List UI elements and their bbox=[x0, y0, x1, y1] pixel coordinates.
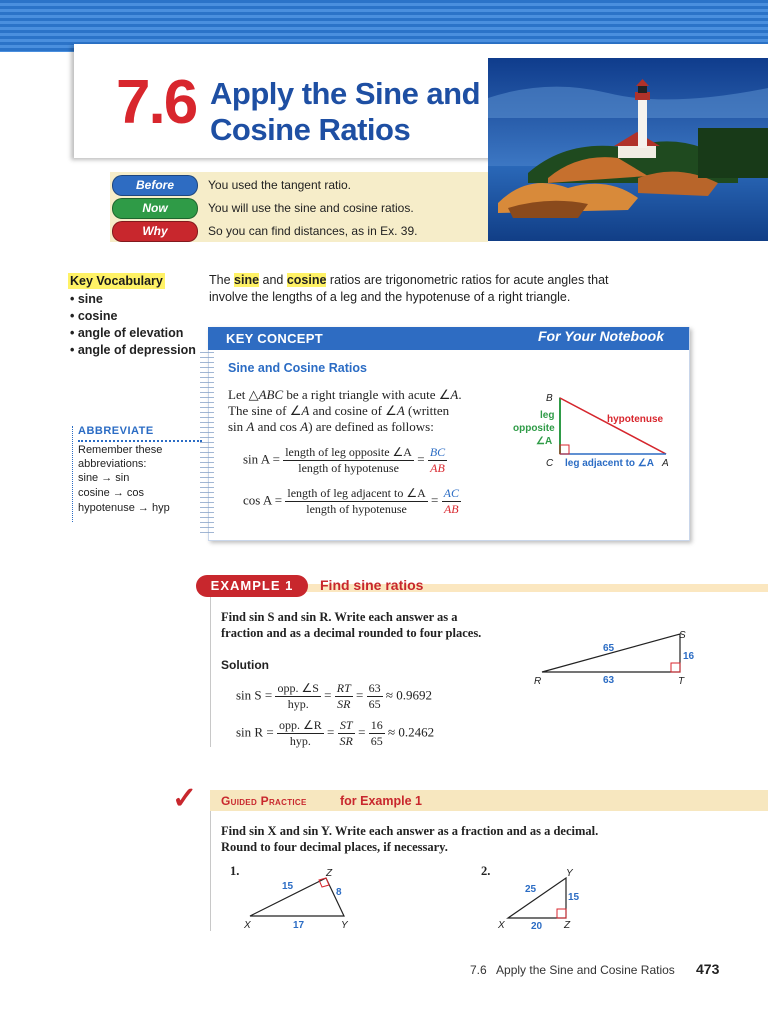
side-st-label: 16 bbox=[683, 651, 695, 662]
guided-prompt-line1: Find sin X and sin Y. Write each answer as a fraction and as a decimal. bbox=[221, 824, 599, 838]
now-text: You will use the sine and cosine ratios. bbox=[208, 201, 414, 215]
vertex-s-label: S bbox=[679, 630, 686, 641]
vocab-highlight-sine: sine bbox=[234, 273, 260, 287]
cosine-definition: cos A = $\frac{\text{length of leg adjacent to ∠A}}{\text{length of hypotenuse}}$ = $\frac{AC}{AB}$ bbox=[243, 486, 459, 516]
vertex-y-label: Y bbox=[341, 920, 348, 931]
leg-label: leg bbox=[540, 410, 555, 421]
solution-heading: Solution bbox=[221, 658, 269, 672]
example-prompt-line2: fraction and as a decimal rounded to four places. bbox=[221, 626, 482, 640]
triangle-xyz-problem-2 bbox=[494, 866, 584, 932]
sin-r-equation: sin R = $\frac{\text{opp. ∠R}}{\text{hyp.}}$ = $\frac{ST}{SR}$ = $\frac{16}{65}$ ≈ 0.2462 bbox=[236, 718, 435, 748]
triangle-rst-diagram bbox=[530, 628, 700, 690]
side-rt-label: 63 bbox=[603, 675, 615, 686]
key-vocabulary-heading: Key Vocabulary bbox=[70, 274, 163, 288]
abbreviate-line: abbreviations: bbox=[78, 458, 147, 470]
key-concept-text-line3: sin A and cos A) are defined as follows: bbox=[228, 419, 434, 434]
key-concept-text-line1: Let △ABC be a right triangle with acute ∠A. bbox=[228, 387, 462, 402]
side-xy-label: 17 bbox=[293, 920, 305, 931]
before-label: Before bbox=[112, 175, 198, 196]
guided-practice-for: for Example 1 bbox=[340, 794, 422, 808]
right-triangle-abc-diagram bbox=[500, 388, 680, 474]
guided-prompt-line2: Round to four decimal places, if necessary. bbox=[221, 840, 448, 854]
abbreviate-line: hypotenuse → hyp bbox=[78, 502, 170, 514]
intro-line1: The sine and cosine ratios are trigonometric ratios for acute angles that bbox=[209, 273, 609, 287]
example-badge: EXAMPLE 1 bbox=[196, 575, 308, 597]
abbreviate-heading: ABBREVIATE bbox=[78, 425, 154, 437]
vertex-x-label: X bbox=[498, 920, 505, 931]
abbreviate-line: sine → sin bbox=[78, 472, 130, 484]
why-text: So you can find distances, as in Ex. 39. bbox=[208, 224, 418, 238]
vertex-a-label: A bbox=[662, 458, 669, 469]
vocab-item: • angle of depression bbox=[70, 343, 196, 357]
key-concept-subtitle: Sine and Cosine Ratios bbox=[228, 361, 367, 375]
intro-line2: involve the lengths of a leg and the hypotenuse of a right triangle. bbox=[209, 290, 571, 304]
hypotenuse-label: hypotenuse bbox=[607, 414, 664, 425]
page-number: 473 bbox=[696, 961, 720, 977]
sine-definition: sin A = $\frac{\text{length of leg opposite ∠A}}{\text{length of hypotenuse}}$ = $\frac{BC}{AB}$ bbox=[243, 445, 446, 475]
example-title: Find sine ratios bbox=[320, 577, 424, 593]
sin-s-equation: sin S = $\frac{\text{opp. ∠S}}{\text{hyp.}}$ = $\frac{RT}{SR}$ = $\frac{63}{65}$ ≈ 0.9692 bbox=[236, 681, 433, 711]
angle-a-label: ∠A bbox=[536, 436, 553, 447]
key-concept-title: KEY CONCEPT bbox=[226, 331, 323, 346]
side-xz-label: 20 bbox=[531, 921, 543, 932]
footer-section-title: 7.6 Apply the Sine and Cosine Ratios bbox=[470, 963, 675, 977]
problem-1-number: 1. bbox=[230, 864, 240, 878]
triangle-xyz-problem-1 bbox=[240, 866, 360, 932]
before-text: You used the tangent ratio. bbox=[208, 178, 352, 192]
vertex-z-label: Z bbox=[326, 868, 333, 879]
side-yz-label: 15 bbox=[568, 892, 580, 903]
for-your-notebook: For Your Notebook bbox=[538, 328, 664, 344]
now-label: Now bbox=[112, 198, 198, 219]
vertex-x-label: X bbox=[244, 920, 251, 931]
vertex-r-label: R bbox=[534, 676, 542, 687]
abbreviate-divider bbox=[78, 440, 202, 442]
page-title-line2: Cosine Ratios bbox=[210, 112, 411, 147]
opposite-label: opposite bbox=[513, 423, 555, 434]
adjacent-label: leg adjacent to ∠A bbox=[565, 458, 654, 469]
vocab-highlight-cosine: cosine bbox=[286, 273, 327, 287]
abbreviate-line: cosine → cos bbox=[78, 487, 145, 499]
vocab-item: • angle of elevation bbox=[70, 326, 184, 340]
vocab-item: • sine bbox=[70, 292, 103, 306]
page-title-line1: Apply the Sine and bbox=[210, 76, 481, 111]
vertex-z-label: Z bbox=[564, 920, 571, 931]
side-sr-label: 65 bbox=[603, 643, 615, 654]
vertex-y-label: Y bbox=[566, 868, 573, 879]
example-rule bbox=[210, 597, 212, 747]
guided-practice-rule bbox=[210, 811, 212, 931]
key-concept-text-line2: The sine of ∠A and cosine of ∠A (written bbox=[228, 403, 450, 418]
notebook-spiral bbox=[200, 352, 214, 534]
checkmark-icon: ✓ bbox=[172, 782, 198, 815]
section-number: 7.6 bbox=[116, 68, 197, 137]
example-prompt-line1: Find sin S and sin R. Write each answer as a bbox=[221, 610, 458, 624]
guided-practice-title: Guided Practice bbox=[221, 794, 307, 808]
side-zy-label: 8 bbox=[336, 887, 342, 898]
vertex-t-label: T bbox=[678, 676, 685, 687]
vocab-item: • cosine bbox=[70, 309, 118, 323]
abbreviate-rule bbox=[72, 426, 74, 522]
problem-2-number: 2. bbox=[481, 864, 491, 878]
abbreviate-line: Remember these bbox=[78, 444, 163, 456]
side-xy-label: 25 bbox=[525, 884, 537, 895]
vertex-c-label: C bbox=[546, 458, 554, 469]
side-xz-label: 15 bbox=[282, 881, 294, 892]
why-label: Why bbox=[112, 221, 198, 242]
lighthouse-photo bbox=[488, 58, 768, 241]
vertex-b-label: B bbox=[546, 393, 553, 404]
